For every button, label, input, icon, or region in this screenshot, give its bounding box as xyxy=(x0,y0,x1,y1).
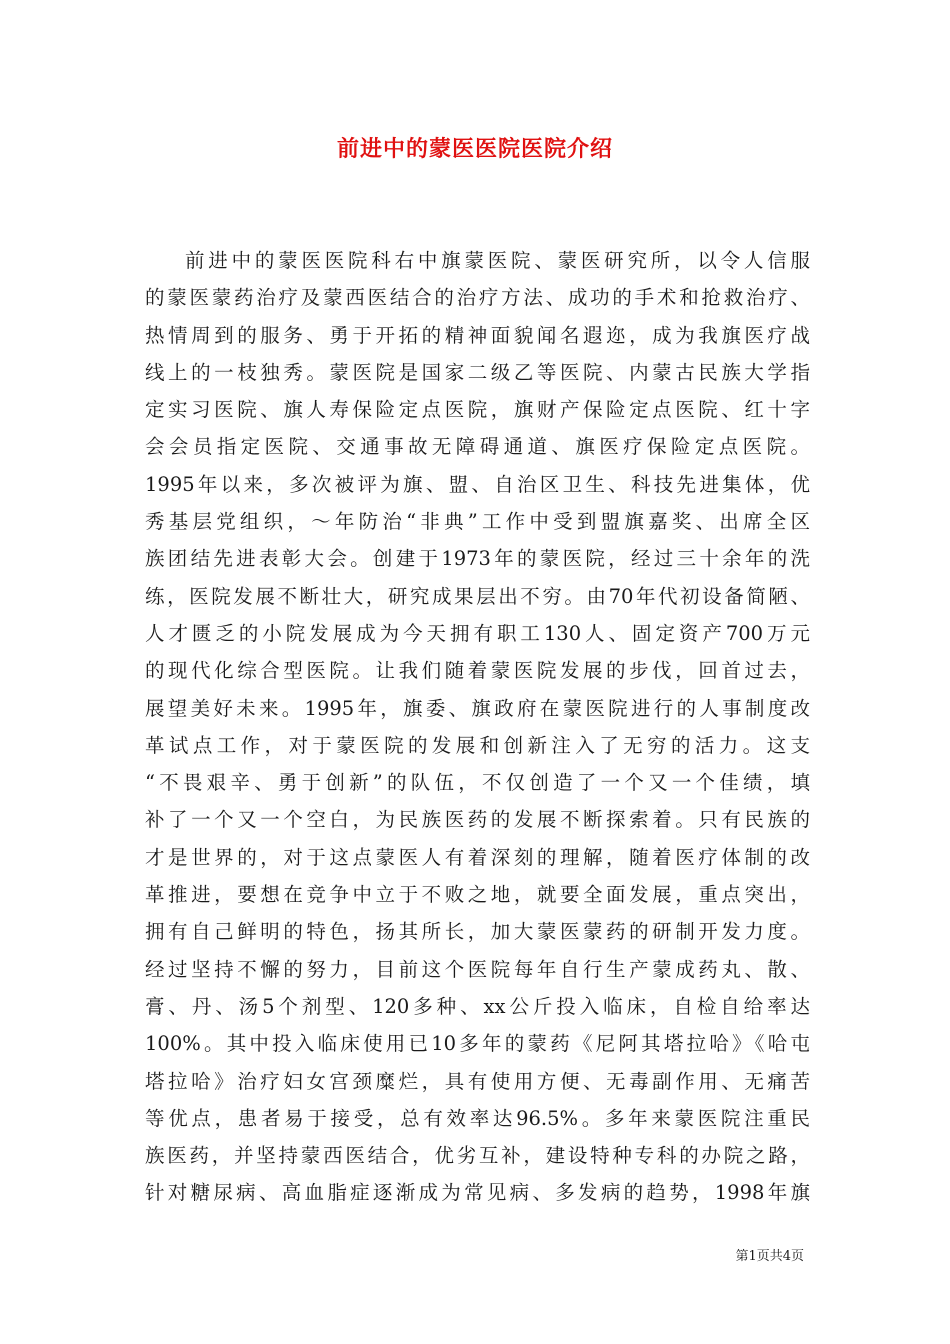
paragraph-line: 膏、丹、汤5个剂型、120多种、xx公斤投入临床，自检自给率达 xyxy=(145,994,810,1018)
paragraph-line: 的蒙医蒙药治疗及蒙西医结合的治疗方法、成功的手术和抢救治疗、 xyxy=(145,286,810,310)
paragraph-line: 针对糖尿病、高血脂症逐渐成为常见病、多发病的趋势，1998年旗 xyxy=(145,1181,810,1205)
paragraph-line: 会会员指定医院、交通事故无障碍通道、旗医疗保险定点医院。 xyxy=(145,435,810,459)
paragraph-line: 的现代化综合型医院。让我们随着蒙医院发展的步伐，回首过去， xyxy=(145,659,810,683)
paragraph-line: 塔拉哈》治疗妇女宫颈糜烂，具有使用方便、无毒副作用、无痛苦 xyxy=(145,1069,810,1093)
paragraph-line: 前进中的蒙医医院科右中旗蒙医院、蒙医研究所，以令人信服 xyxy=(185,249,810,272)
paragraph-line: 补了一个又一个空白，为民族医药的发展不断探索着。只有民族的 xyxy=(145,808,810,832)
paragraph-line: 秀基层党组织，～年防治“非典”工作中受到盟旗嘉奖、出席全区 xyxy=(145,510,810,534)
paragraph-line: 经过坚持不懈的努力，目前这个医院每年自行生产蒙成药丸、散、 xyxy=(145,957,810,981)
document-title: 前进中的蒙医医院医院介绍 xyxy=(336,136,613,162)
page-number-footer: 第1页共4页 xyxy=(735,1249,804,1264)
body-paragraph xyxy=(145,242,810,1212)
paragraph-line: 定实习医院、旗人寿保险定点医院，旗财产保险定点医院、红十字 xyxy=(145,398,810,422)
paragraph-line: 等优点，患者易于接受，总有效率达96.5%。多年来蒙医院注重民 xyxy=(145,1106,810,1130)
paragraph-line: 线上的一枝独秀。蒙医院是国家二级乙等医院、内蒙古民族大学指 xyxy=(145,360,810,384)
paragraph-line: 热情周到的服务、勇于开拓的精神面貌闻名遐迩，成为我旗医疗战 xyxy=(145,323,810,347)
paragraph-line: 1995年以来，多次被评为旗、盟、自治区卫生、科技先进集体，优 xyxy=(145,472,810,496)
paragraph-line: 才是世界的，对于这点蒙医人有着深刻的理解，随着医疗体制的改 xyxy=(145,845,810,869)
paragraph-line: “不畏艰辛、勇于创新”的队伍，不仅创造了一个又一个佳绩，填 xyxy=(145,771,810,795)
paragraph-line: 革推进，要想在竞争中立于不败之地，就要全面发展，重点突出， xyxy=(145,883,810,907)
paragraph-line: 族团结先进表彰大会。创建于1973年的蒙医院，经过三十余年的洗 xyxy=(145,547,810,571)
paragraph-line: 练，医院发展不断壮大，研究成果层出不穷。由70年代初设备简陋、 xyxy=(145,584,810,608)
paragraph-line: 100%。其中投入临床使用已10多年的蒙药《尼阿其塔拉哈》《哈屯 xyxy=(145,1032,810,1056)
paragraph-line: 人才匮乏的小院发展成为今天拥有职工130人、固定资产700万元 xyxy=(145,621,810,645)
paragraph-line: 革试点工作，对于蒙医院的发展和创新注入了无穷的活力。这支 xyxy=(145,733,810,757)
paragraph-line: 族医药，并坚持蒙西医结合，优劣互补，建设特种专科的办院之路， xyxy=(145,1144,810,1168)
paragraph-line: 拥有自己鲜明的特色，扬其所长，加大蒙医蒙药的研制开发力度。 xyxy=(145,920,810,944)
paragraph-line: 展望美好未来。1995年，旗委、旗政府在蒙医院进行的人事制度改 xyxy=(145,696,810,720)
